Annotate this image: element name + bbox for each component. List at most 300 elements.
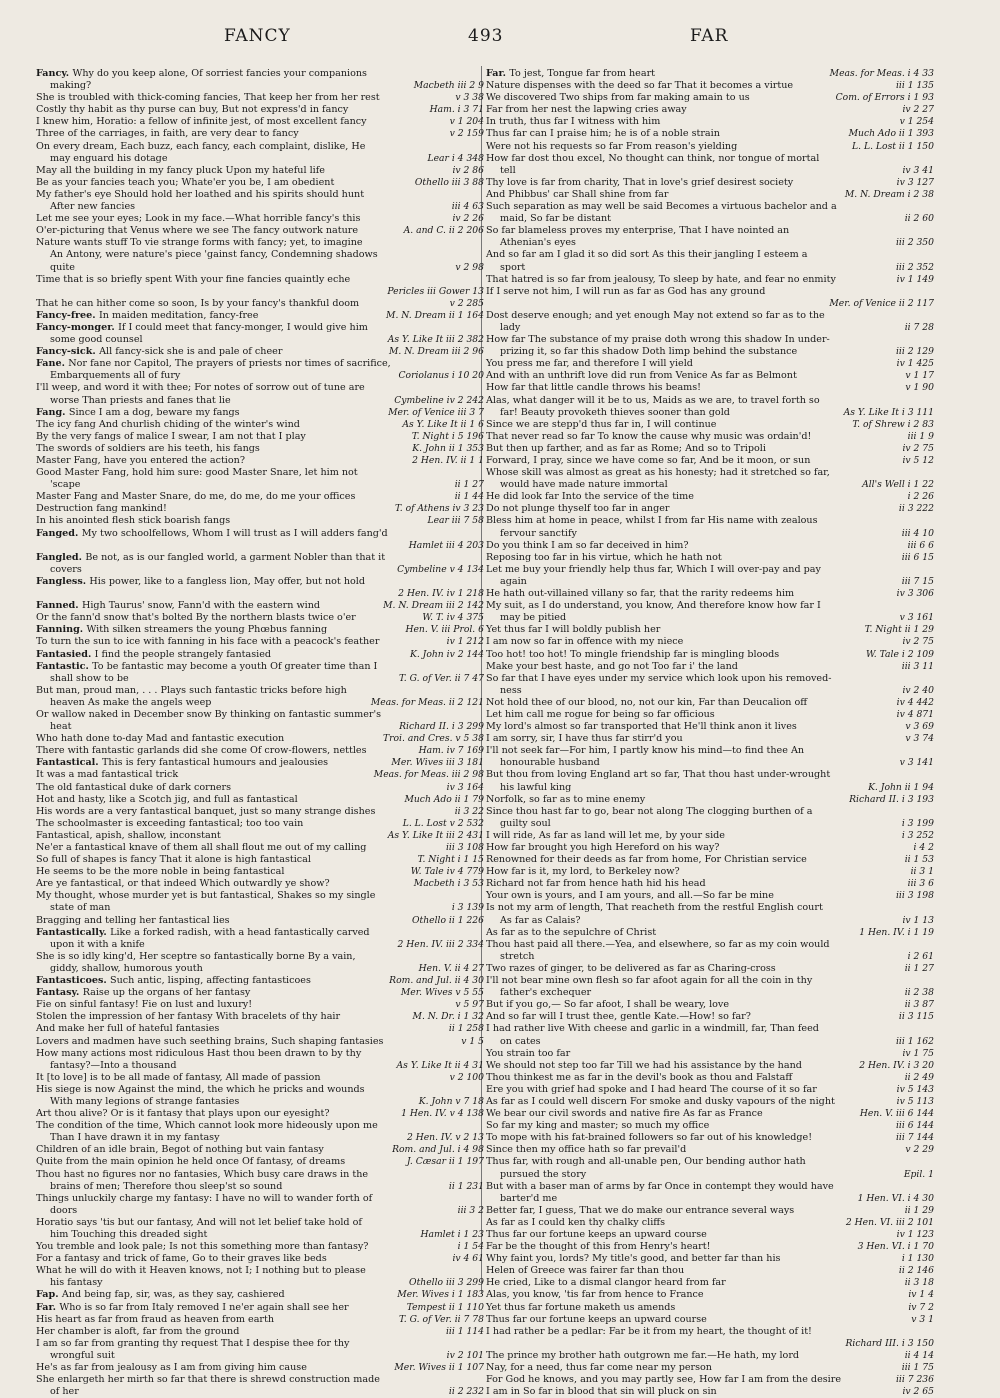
- citation-reference: M. N. Dream i 2 38: [844, 188, 934, 200]
- quotation-body: Thou hast no figures nor no fantasies, Which busy care draws in the: [36, 1168, 369, 1180]
- quotation-text: [486, 854, 807, 866]
- citation-reference: ii 1 44: [454, 491, 484, 503]
- quotation-body: Lovers and madmen have such seething brains, Such shaping fantasies: [36, 1035, 384, 1047]
- quotation-text: [36, 806, 375, 818]
- quotation-body: Like a forked radish, with a head fantastically carved: [110, 926, 370, 938]
- quotation-text: [486, 80, 793, 92]
- entry-line: [36, 1277, 484, 1289]
- entry-line: [486, 782, 934, 794]
- quotation-text: [486, 842, 719, 854]
- quotation-body: The condition of the time, Which cannot look more hideously upon me: [36, 1120, 378, 1132]
- quotation-text: [486, 1362, 712, 1374]
- citation-reference: W. Tale i 2 109: [865, 648, 934, 660]
- citation-reference: ii 2 232: [448, 1386, 484, 1398]
- entry-line: [36, 116, 484, 128]
- citation-reference: K. John v 7 18: [418, 1095, 484, 1107]
- quotation-text: [486, 1156, 806, 1168]
- entry-line: [486, 673, 934, 685]
- quotation-text: [36, 1084, 365, 1096]
- quotation-body: Nature dispenses with the deed so far That it becomes a virtue: [486, 80, 794, 92]
- quotation-text: [36, 999, 252, 1011]
- entry-line: [486, 1072, 934, 1084]
- quotation-body: Reposing too far in his virtue, which he hath not: [486, 551, 722, 563]
- quotation-text: [486, 1132, 812, 1144]
- citation-reference: Hen. V. iii Prol. 6: [405, 624, 484, 636]
- quotation-body: some good counsel: [50, 334, 143, 346]
- entry-line: [486, 213, 934, 225]
- citation-reference: As Y. Like It i 3 111: [843, 406, 934, 418]
- entry-line: [36, 1011, 484, 1023]
- citation-reference: Rom. and Jul. i 4 98: [392, 1144, 484, 1156]
- quotation-body: In his anointed flesh stick boarish fangs: [36, 515, 231, 527]
- entry-line: [486, 491, 934, 503]
- citation-reference: iii 3 6: [907, 878, 934, 890]
- entry-line: [36, 104, 484, 116]
- entry-line: [486, 866, 934, 878]
- headword: Fancy.: [36, 68, 73, 79]
- entry-line: [36, 975, 484, 987]
- quotation-body: You press me far, and therefore I will yield: [486, 358, 693, 370]
- quotation-body: prizing it, so far this shadow Doth limp behind the substance: [500, 346, 798, 358]
- quotation-body: Since we are stepp'd thus far in, I will continue: [486, 418, 717, 430]
- quotation-body: sport: [500, 261, 526, 273]
- quotation-text: [36, 1302, 349, 1314]
- quotation-text: [36, 467, 358, 479]
- quotation-text: [36, 104, 348, 116]
- citation-reference: T. Night ii 1 29: [864, 624, 934, 636]
- quotation-text: [36, 685, 347, 697]
- quotation-text: [500, 915, 580, 927]
- entry-line: [36, 1241, 484, 1253]
- citation-reference: iii 7 144: [895, 1132, 934, 1144]
- entry-line: [36, 1314, 484, 1326]
- quotation-text: [486, 588, 794, 600]
- quotation-body: Good Master Fang, hold him sure: good Master Snare, let him not: [36, 467, 358, 479]
- quotation-body: That he can hither come so soon, Is by your fancy's thankful doom: [36, 297, 360, 309]
- quotation-text: [486, 1072, 792, 1084]
- quotation-body: An Antony, were nature's piece 'gainst fancy, Condemning shadows: [50, 249, 378, 261]
- entry-line: [36, 443, 484, 455]
- quotation-text: [486, 68, 655, 80]
- quotation-text: [36, 661, 377, 673]
- quotation-text: [50, 201, 135, 213]
- citation-reference: v 2 100: [449, 1071, 484, 1083]
- citation-reference: Tempest ii 1 110: [406, 1301, 484, 1313]
- quotation-text: [36, 225, 358, 237]
- entry-line: [486, 407, 934, 419]
- citation-reference: ii 1 258: [448, 1023, 484, 1035]
- citation-reference: iv 2 27: [902, 104, 934, 116]
- quotation-body: heaven As make the angels weep: [50, 696, 212, 708]
- entry-line: [36, 769, 484, 781]
- quotation-text: [486, 709, 715, 721]
- entry-line: [486, 262, 934, 274]
- quotation-text: [36, 1253, 327, 1265]
- entry-line: [36, 757, 484, 769]
- entry-line: [486, 697, 934, 709]
- quotation-body: Dost deserve enough; and yet enough May not extend so far as to the: [486, 309, 825, 321]
- entry-line: [486, 588, 934, 600]
- quotation-body: Destruction fang mankind!: [36, 503, 167, 515]
- quotation-body: Thou thinkest me as far in the devil's book as thou and Falstaff: [486, 1071, 793, 1083]
- citation-reference: M. N. Dream iii 2 142: [383, 600, 484, 612]
- citation-reference: Epil. 1: [903, 1168, 934, 1180]
- entry-line: [36, 1265, 484, 1277]
- citation-reference: 1 Hen. IV. v 4 138: [401, 1108, 484, 1120]
- quotation-text: [50, 1096, 239, 1108]
- quotation-body: his lawful king: [500, 781, 572, 793]
- quotation-text: [486, 1302, 675, 1314]
- quotation-body: guilty soul: [500, 817, 551, 829]
- entry-line: [486, 1048, 934, 1060]
- quotation-text: [486, 431, 811, 443]
- quotation-text: [486, 1241, 710, 1253]
- quotation-text: [500, 951, 534, 963]
- quotation-text: [486, 600, 821, 612]
- citation-reference: As Y. Like It iii 2 382: [387, 334, 484, 346]
- quotation-body: But if you go,— So far afoot, I shall be weary, love: [486, 999, 730, 1011]
- entry-line: [486, 1144, 934, 1156]
- entry-line: [36, 721, 484, 733]
- entry-line: [486, 1241, 934, 1253]
- citation-reference: iv 5 113: [896, 1095, 934, 1107]
- quotation-body: Ere you with grief had spoke and I had heard The course of it so far: [486, 1083, 817, 1095]
- citation-reference: Meas. for Meas. iii 2 98: [373, 769, 484, 781]
- entry-line: [36, 878, 484, 890]
- quotation-text: [500, 322, 520, 334]
- citation-reference: Othello ii 1 226: [411, 914, 484, 926]
- citation-reference: Rom. and Jul. ii 4 30: [389, 975, 484, 987]
- entry-line: [36, 552, 484, 564]
- citation-reference: Mer. Wives ii 1 107: [394, 1362, 484, 1374]
- quotation-body: fantasy?—Into a thousand: [50, 1059, 177, 1071]
- quotation-text: [500, 1193, 557, 1205]
- entry-line: [36, 528, 484, 540]
- entry-line: [36, 201, 484, 213]
- quotation-text: [36, 1241, 368, 1253]
- quotation-body: Her chamber is aloft, far from the ground: [36, 1325, 240, 1337]
- entry-line: [36, 455, 484, 467]
- quotation-body: father's exchequer: [500, 987, 592, 999]
- entry-line: [36, 890, 484, 902]
- citation-reference: J. Cæsar ii 1 197: [406, 1156, 484, 1168]
- citation-reference: i 2 61: [907, 950, 934, 962]
- quotation-body: Let him call me rogue for being so far officious: [486, 708, 715, 720]
- quotation-text: [486, 1120, 709, 1132]
- quotation-text: [486, 794, 645, 806]
- quotation-body: What he will do with it Heaven knows, not I; I nothing but to please: [36, 1265, 366, 1277]
- entry-line: [36, 588, 484, 600]
- citation-reference: i 1 130: [901, 1253, 934, 1265]
- entry-line: [486, 370, 934, 382]
- quotation-text: [486, 1314, 707, 1326]
- quotation-body: O'er-picturing that Venus where we see The fancy outwork nature: [36, 225, 359, 237]
- entry-line: [36, 1120, 484, 1132]
- citation-reference: T. of Athens iv 3 23: [394, 503, 484, 515]
- quotation-text: [36, 1265, 366, 1277]
- quotation-body: And being fap, sir, was, as they say, cashiered: [61, 1289, 285, 1301]
- entry-line: [486, 709, 934, 721]
- quotation-text: [50, 963, 203, 975]
- entry-line: [36, 915, 484, 927]
- quotation-body: Thou hast paid all there.—Yea, and elsewhere, so far as my coin would: [486, 938, 830, 950]
- citation-reference: K. John iv 2 144: [409, 648, 484, 660]
- quotation-body: She is troubled with thick-coming fancies, That keep her from her rest: [36, 92, 380, 104]
- entry-line: [486, 915, 934, 927]
- quotation-body: on cates: [500, 1035, 541, 1047]
- quotation-text: [36, 68, 367, 80]
- entry-line: [486, 116, 934, 128]
- quotation-body: Two razes of ginger, to be delivered as far as Charing-cross: [486, 962, 776, 974]
- entry-line: [486, 1229, 934, 1241]
- entry-line: [486, 1084, 934, 1096]
- quotation-body: Be as your fancies teach you; Whate'er you be, I am obedient: [36, 176, 335, 188]
- quotation-body: would have made nature immortal: [500, 479, 668, 491]
- entry-line: [36, 503, 484, 515]
- citation-reference: L. L. Lost v 2 532: [402, 817, 484, 829]
- entry-line: [486, 1036, 934, 1048]
- citation-reference: iii 3 2: [457, 1204, 484, 1216]
- quotation-body: heat: [50, 721, 72, 733]
- entry-line: [486, 92, 934, 104]
- quotation-body: Do you think I am so far deceived in him?: [486, 539, 689, 551]
- quotation-text: [486, 769, 830, 781]
- quotation-text: [500, 576, 527, 588]
- entry-line: [36, 1023, 484, 1035]
- citation-reference: Macbeth i 3 53: [413, 878, 484, 890]
- citation-reference: iv 1 75: [902, 1047, 934, 1059]
- entry-line: [486, 757, 934, 769]
- quotation-text: [486, 395, 820, 407]
- entry-line: [486, 1193, 934, 1205]
- citation-reference: ii 2 60: [904, 213, 934, 225]
- quotation-text: [486, 189, 668, 201]
- quotation-text: [36, 1338, 349, 1350]
- quotation-body: Let me buy your friendly help thus far, Which I will over-pay and pay: [486, 563, 821, 575]
- quotation-text: [36, 213, 360, 225]
- quotation-text: [486, 249, 808, 261]
- quotation-body: High Taurus' snow, Fann'd with the eastern wind: [81, 600, 321, 612]
- quotation-body: Since then my office hath so far prevail'd: [486, 1144, 687, 1156]
- quotation-body: He hath out-villained villany so far, that the rarity redeems him: [486, 588, 795, 600]
- quotation-text: [486, 878, 706, 890]
- quotation-body: Not hold thee of our blood, no, not our kin, Far than Deucalion off: [486, 696, 808, 708]
- headword: Fangless.: [36, 575, 90, 587]
- entry-line: [36, 249, 484, 261]
- citation-reference: Cymbeline v 4 134: [397, 563, 484, 575]
- quotation-text: [36, 1326, 239, 1338]
- quotation-text: [36, 576, 365, 588]
- entry-line: [486, 1289, 934, 1301]
- headword: Fancy-free.: [36, 309, 99, 321]
- quotation-body: Renowned for their deeds as far from home, For Christian service: [486, 854, 807, 866]
- entry-line: [486, 1169, 934, 1181]
- entry-line: [486, 745, 934, 757]
- headword: Fantastically.: [36, 926, 111, 938]
- quotation-text: [36, 842, 366, 854]
- entry-line: [36, 189, 484, 201]
- citation-reference: Richard III. i 3 150: [845, 1337, 934, 1349]
- headword: Fangled.: [36, 551, 86, 563]
- quotation-text: [486, 382, 701, 394]
- quotation-text: [500, 479, 668, 491]
- quotation-body: So far blameless proves my enterprise, That I have nointed an: [486, 225, 790, 237]
- entry-line: [486, 68, 934, 80]
- entry-line: [36, 92, 484, 104]
- quotation-body: I am now so far in offence with my niece: [486, 636, 684, 648]
- quotation-body: Master Fang and Master Snare, do me, do me, do me your offices: [36, 491, 356, 503]
- headword: Fantasticoes.: [36, 975, 111, 987]
- quotation-text: [486, 141, 737, 153]
- quotation-body: She is so idly king'd, Her sceptre so fantastically borne By a vain,: [36, 950, 356, 962]
- citation-reference: iii 2 352: [895, 261, 934, 273]
- entry-line: [36, 310, 484, 322]
- entry-line: [36, 262, 484, 274]
- entry-line: [486, 201, 934, 213]
- entry-line: [486, 1277, 934, 1289]
- citation-reference: iv 4 61: [452, 1253, 484, 1265]
- citation-reference: ii 1 27: [454, 479, 484, 491]
- quotation-body: Richard not far from hence hath hid his head: [486, 878, 706, 890]
- citation-reference: i 2 26: [907, 491, 934, 503]
- citation-reference: Ham. iv 7 169: [418, 745, 484, 757]
- headword: Fantastical.: [36, 757, 102, 769]
- quotation-text: [36, 830, 221, 842]
- citation-reference: v 3 69: [905, 721, 934, 733]
- quotation-body: On every dream, Each buzz, each fancy, each complaint, dislike, He: [36, 140, 366, 152]
- entry-line: [36, 624, 484, 636]
- entry-line: [486, 878, 934, 890]
- entry-line: [36, 1096, 484, 1108]
- quotation-body: Hot and hasty, like a Scotch jig, and full as fantastical: [36, 793, 298, 805]
- quotation-body: Who is so far from Italy removed I ne'er again shall see her: [59, 1301, 349, 1313]
- quotation-text: [486, 939, 830, 951]
- quotation-body: Master Fang, have you entered the action?: [36, 455, 245, 466]
- citation-reference: W. Tale iv 4 779: [410, 866, 484, 878]
- citation-reference: T. of Shrew i 2 83: [852, 418, 934, 430]
- citation-reference: As Y. Like It ii 4 31: [396, 1059, 484, 1071]
- quotation-body: I will ride, As far as land will let me, by your side: [486, 829, 725, 841]
- citation-reference: iv 1 212: [446, 636, 484, 648]
- quotation-text: [36, 1314, 274, 1326]
- quotation-body: And Phibbus' car Shall shine from far: [486, 188, 669, 200]
- citation-reference: v 1 17: [905, 370, 934, 382]
- entry-line: [36, 1326, 484, 1338]
- entry-line: [486, 612, 934, 624]
- quotation-body: I'll weep, and word it with thee; For notes of sorrow out of tune are: [36, 382, 365, 394]
- quotation-text: [36, 782, 231, 794]
- entry-line: [36, 600, 484, 612]
- entry-line: [36, 346, 484, 358]
- citation-reference: 2 Hen. IV. v 2 13: [406, 1132, 484, 1144]
- citation-reference: Lear i 4 348: [427, 152, 484, 164]
- left-column: [36, 68, 484, 1398]
- citation-reference: 1 Hen. IV. i 1 19: [859, 926, 934, 938]
- quotation-body: Thus far our fortune keeps an upward course: [486, 1229, 707, 1240]
- entry-line: [36, 1084, 484, 1096]
- entry-line: [36, 1217, 484, 1229]
- quotation-body: With many legions of strange fantasies: [50, 1095, 240, 1107]
- entry-line: [486, 624, 934, 636]
- citation-reference: M. N. Dr. i 1 32: [412, 1011, 484, 1023]
- quotation-body: Since I am a dog, beware my fangs: [68, 406, 240, 418]
- quotation-body: In truth, thus far I witness with him: [486, 116, 661, 128]
- quotation-text: [500, 237, 576, 249]
- quotation-text: [486, 697, 807, 709]
- entry-line: [36, 1289, 484, 1301]
- quotation-body: state of man: [50, 902, 111, 914]
- quotation-body: And make her full of hateful fantasies: [36, 1023, 220, 1035]
- entry-line: [486, 685, 934, 697]
- citation-reference: Richard II. i 3 299: [399, 721, 484, 733]
- entry-line: [36, 540, 484, 552]
- citation-reference: ii 1 53: [904, 854, 934, 866]
- entry-line: [486, 1108, 934, 1120]
- entry-line: [486, 128, 934, 140]
- entry-line: [36, 576, 484, 588]
- quotation-body: Are ye fantastical, or that indeed Which outwardly ye show?: [36, 878, 330, 890]
- quotation-body: may enguard his dotage: [50, 152, 168, 164]
- citation-reference: T. G. of Ver. ii 7 78: [398, 1313, 484, 1325]
- citation-reference: ii 1 27: [904, 962, 934, 974]
- headword: Fang.: [36, 406, 69, 418]
- entry-line: [486, 1265, 934, 1277]
- quotation-body: honourable husband: [500, 757, 600, 769]
- quotation-text: [36, 1217, 362, 1229]
- quotation-body: To jest, Tongue far from heart: [509, 68, 656, 79]
- entry-line: [486, 1338, 934, 1350]
- quotation-text: [486, 467, 830, 479]
- quotation-text: [36, 382, 365, 394]
- quotation-body: Make your best haste, and go not Too far i' the land: [486, 660, 738, 672]
- entry-line: [36, 927, 484, 939]
- quotation-body: And with an unthrift love did run from Venice As far as Belmont: [486, 370, 797, 382]
- citation-reference: 3 Hen. VI. i 1 70: [857, 1241, 934, 1253]
- entry-line: [36, 334, 484, 346]
- quotation-text: [486, 927, 656, 939]
- citation-reference: iii 6 144: [895, 1120, 934, 1132]
- quotation-text: [486, 370, 797, 382]
- quotation-body: As far as Calais?: [500, 914, 581, 926]
- entry-line: [36, 1338, 484, 1350]
- quotation-text: [36, 987, 250, 999]
- quotation-body: It [to love] is to be all made of fantasy, All made of passion: [36, 1071, 321, 1083]
- entry-line: [486, 636, 934, 648]
- quotation-text: [486, 564, 821, 576]
- quotation-text: [500, 818, 551, 830]
- citation-reference: iv 3 306: [896, 588, 934, 600]
- quotation-text: [36, 1023, 219, 1035]
- citation-reference: Com. of Errors i 1 93: [835, 92, 934, 104]
- quotation-body: 'scape: [50, 479, 81, 491]
- quotation-text: [36, 455, 245, 467]
- citation-reference: iii 2 129: [895, 346, 934, 358]
- quotation-body: My suit, as I do understand, you know, And therefore know how far I: [486, 600, 821, 612]
- citation-reference: Meas. for Meas. i 4 33: [829, 68, 934, 79]
- quotation-text: [36, 165, 325, 177]
- entry-line: [486, 479, 934, 491]
- entry-line: [36, 358, 484, 370]
- quotation-body: Thy love is far from charity, That in love's grief desirest society: [486, 176, 794, 188]
- running-head-left: FANCY: [224, 26, 291, 46]
- citation-reference: 2 Hen. IV. iv 1 218: [398, 588, 484, 600]
- quotation-body: Embarquements all of fury: [50, 370, 181, 382]
- citation-reference: iii 4 63: [451, 201, 484, 213]
- quotation-text: [486, 624, 660, 636]
- quotation-body: Fantastical, apish, shallow, inconstant: [36, 829, 221, 841]
- entry-line: [36, 794, 484, 806]
- quotation-text: [486, 116, 660, 128]
